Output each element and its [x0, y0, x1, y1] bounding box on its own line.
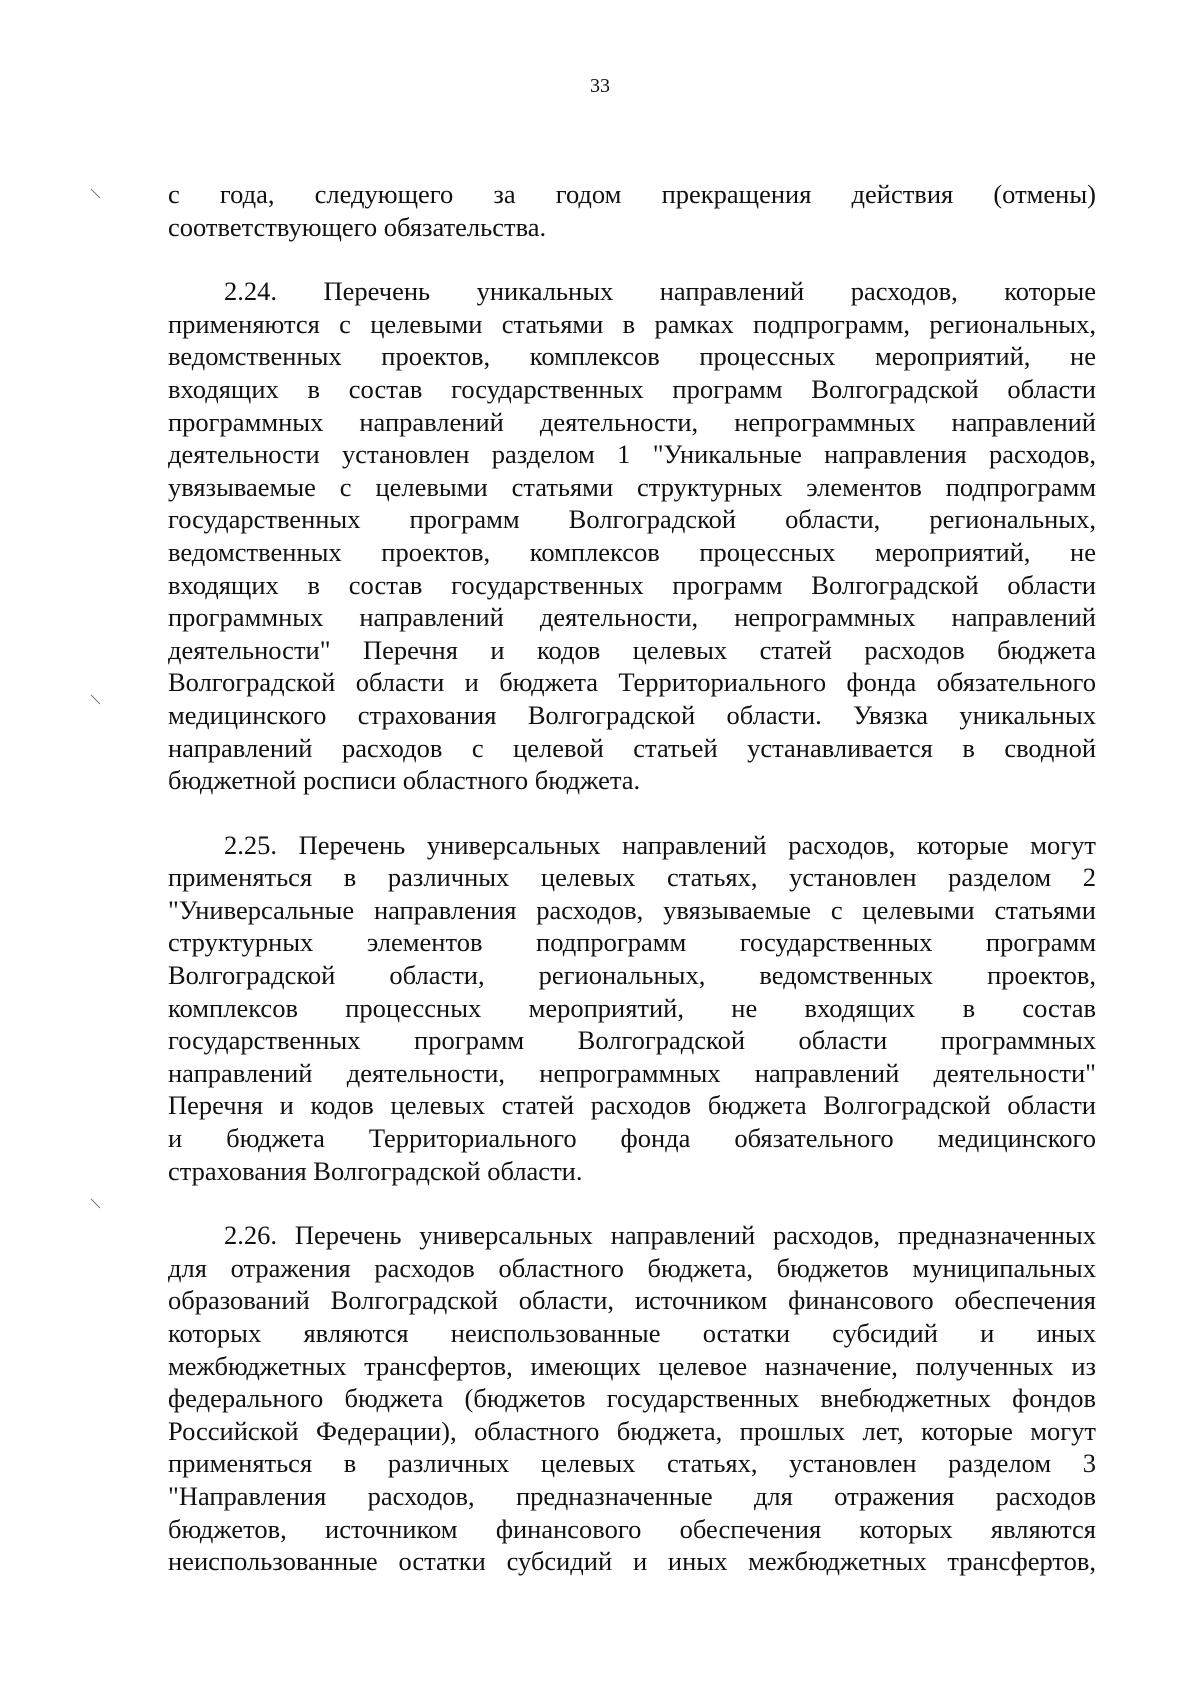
text-line: межбюджетных трансфертов, имеющих целевое назначение, полученных из: [168, 1350, 1096, 1381]
text-line: входящих в состав государственных программ Волгоградской области: [168, 373, 1096, 404]
text-line: применяются с целевыми статьями в рамках подпрограмм, региональных,: [168, 308, 1096, 339]
paragraph-2-26: [168, 1219, 1096, 1578]
scan-tick-mark: [90, 1198, 102, 1210]
text-line: 2.25. Перечень универсальных направлений расходов, которые могут: [224, 829, 1096, 860]
text-line: и бюджета Территориального фонда обязательного медицинского: [168, 1123, 1096, 1154]
text-line: "Направления расходов, предназначенные для отражения расходов: [168, 1480, 1096, 1511]
text-line: программных направлений деятельности, непрограммных направлений: [168, 602, 1096, 633]
paragraph-continuation: [168, 178, 1096, 243]
text-line: деятельности" Перечня и кодов целевых статей расходов бюджета: [168, 634, 1096, 665]
scan-tick-mark: [90, 188, 102, 200]
text-line: ведомственных проектов, комплексов процессных мероприятий, не: [168, 536, 1096, 567]
text-line: с года, следующего за годом прекращения действия (отмены): [168, 179, 1096, 209]
text-line: бюджетной росписи областного бюджета.: [168, 765, 641, 796]
text-line: для отражения расходов областного бюджета, бюджетов муниципальных: [168, 1252, 1096, 1283]
text-line: неиспользованные остатки субсидий и иных межбюджетных трансфертов,: [168, 1546, 1096, 1577]
text-line: Волгоградской области и бюджета Территориального фонда обязательного: [168, 667, 1096, 698]
paragraph-2-25: [168, 829, 1096, 1188]
text-line: входящих в состав государственных программ Волгоградской области: [168, 569, 1096, 600]
text-line: программных направлений деятельности, непрограммных направлений: [168, 406, 1096, 437]
text-line: государственных программ Волгоградской области, региональных,: [168, 504, 1096, 535]
text-line: деятельности установлен разделом 1 "Уникальные направления расходов,: [168, 439, 1096, 470]
text-line: Российской Федерации), областного бюджета, прошлых лет, которые могут: [168, 1415, 1096, 1446]
text-line: Перечня и кодов целевых статей расходов бюджета Волгоградской области: [168, 1090, 1096, 1121]
text-line: структурных элементов подпрограмм государственных программ: [168, 927, 1096, 958]
page-number: 33: [590, 75, 610, 97]
scan-tick-mark: [90, 694, 102, 706]
text-line: увязываемые с целевыми статьями структурных элементов подпрограмм: [168, 471, 1096, 502]
text-line: страхования Волгоградской области.: [168, 1155, 583, 1186]
text-line: Волгоградской области, региональных, ведомственных проектов,: [168, 960, 1096, 991]
text-line: медицинского страхования Волгоградской области. Увязка уникальных: [168, 699, 1096, 730]
text-line: которых являются неиспользованные остатки субсидий и иных: [168, 1318, 1096, 1348]
text-line: 2.24. Перечень уникальных направлений расходов, которые: [224, 276, 1096, 307]
text-line: ведомственных проектов, комплексов процессных мероприятий, не: [168, 341, 1096, 372]
text-line: бюджетов, источником финансового обеспечения которых являются: [168, 1513, 1096, 1544]
text-line: применяться в различных целевых статьях, установлен разделом 2: [168, 862, 1096, 893]
document-body: [168, 178, 1096, 1578]
text-line: государственных программ Волгоградской области программных: [168, 1025, 1096, 1056]
text-line: направлений деятельности, непрограммных направлений деятельности": [168, 1057, 1096, 1088]
text-line: направлений расходов с целевой статьей устанавливается в сводной: [168, 732, 1096, 763]
text-line: 2.26. Перечень универсальных направлений расходов, предназначенных: [224, 1220, 1096, 1251]
text-line: применяться в различных целевых статьях, установлен разделом 3: [168, 1448, 1096, 1479]
text-line: образований Волгоградской области, источником финансового обеспечения: [168, 1285, 1096, 1316]
text-line: "Универсальные направления расходов, увязываемые с целевыми статьями: [168, 894, 1096, 925]
paragraph-2-24: [168, 275, 1096, 797]
text-line: соответствующего обязательства.: [168, 211, 547, 242]
text-line: федерального бюджета (бюджетов государственных внебюджетных фондов: [168, 1383, 1096, 1414]
text-line: комплексов процессных мероприятий, не входящих в состав: [168, 992, 1096, 1023]
